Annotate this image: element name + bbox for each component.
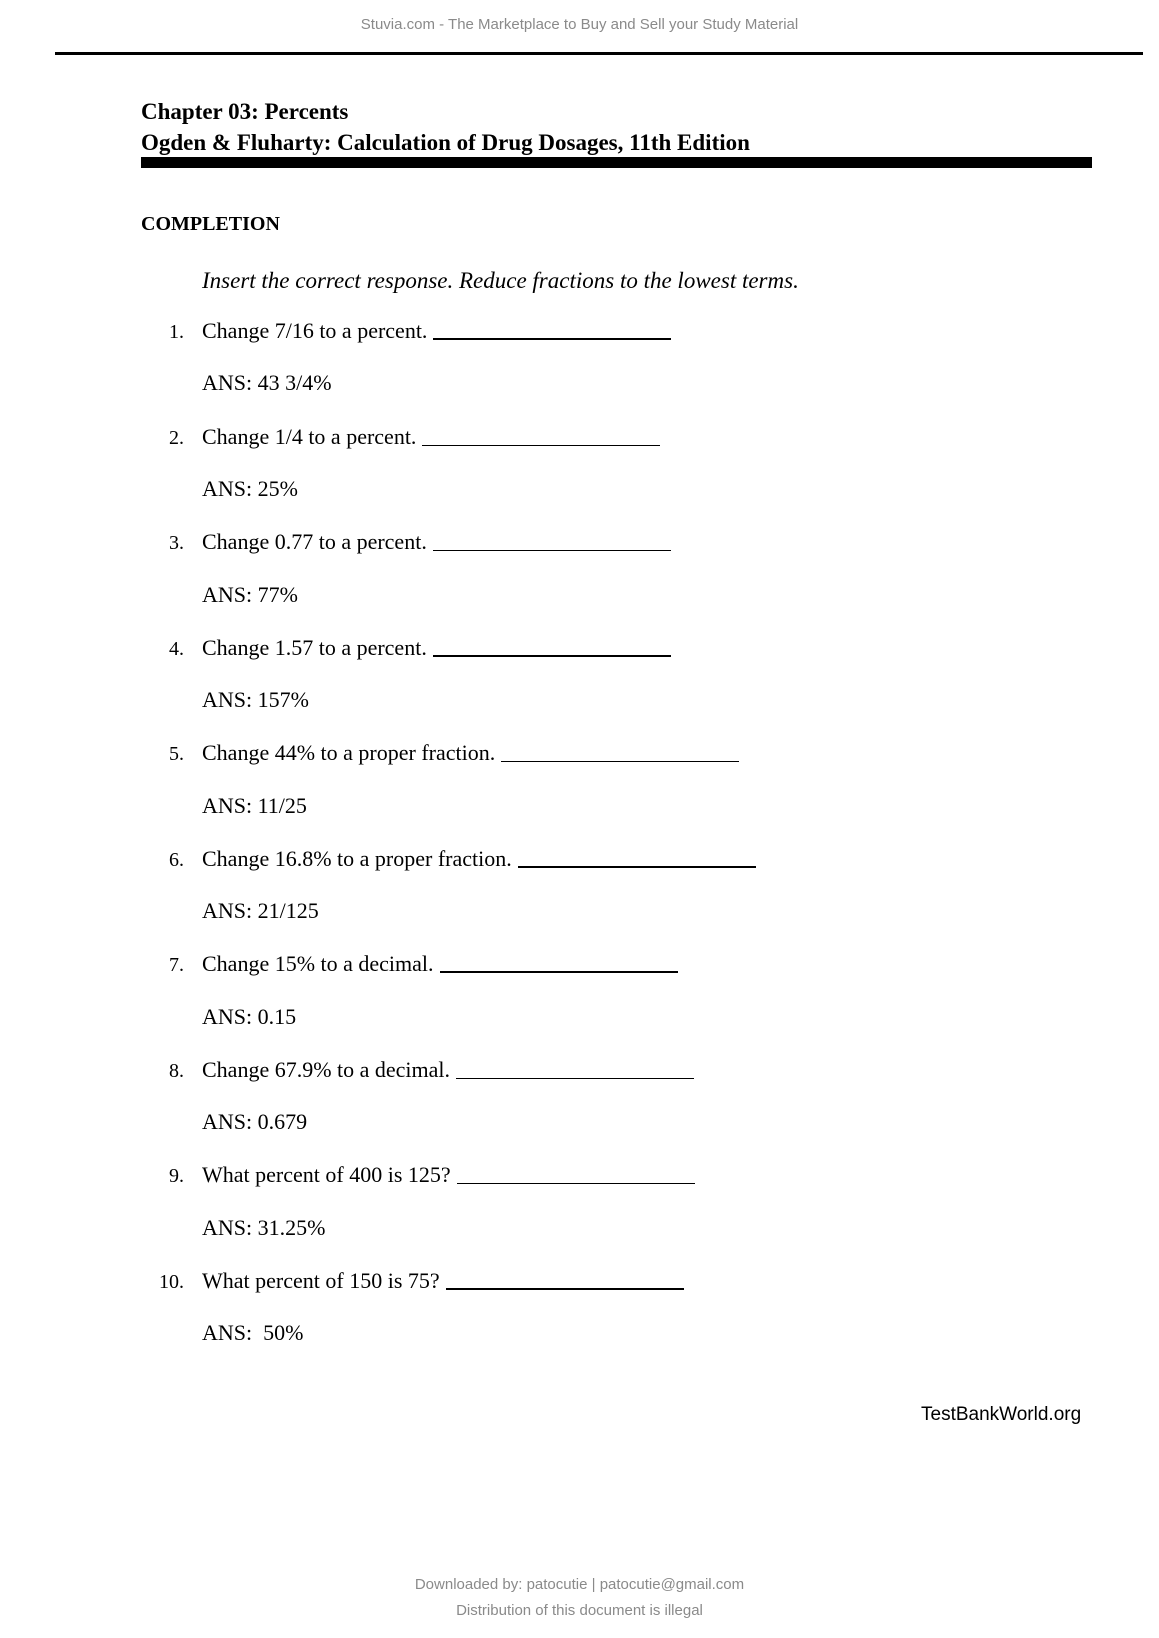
answer-blank — [457, 1182, 695, 1184]
question-item — [150, 1162, 695, 1192]
question-number: 3. — [169, 532, 184, 554]
answer-blank — [456, 1077, 694, 1079]
answer-text: ANS: 43 3/4% — [202, 370, 332, 395]
question-text: Change 7/16 to a percent. — [202, 318, 428, 343]
question-text: Change 44% to a proper fraction. — [202, 740, 496, 765]
question-text: Change 0.77 to a percent. — [202, 529, 427, 554]
header-rule — [55, 52, 1143, 55]
question-text: Change 1.57 to a percent. — [202, 635, 427, 660]
question-number: 4. — [169, 638, 184, 660]
question-item — [150, 951, 678, 981]
question-item — [150, 635, 671, 665]
question-text: What percent of 400 is 125? — [202, 1162, 451, 1187]
distribution-notice: Distribution of this document is illegal — [456, 1602, 703, 1619]
question-item — [150, 740, 739, 770]
book-title: Ogden & Fluharty: Calculation of Drug Dosages, 11th Edition — [141, 130, 750, 155]
answer-text: ANS: 50% — [202, 1320, 304, 1345]
answer-blank — [501, 760, 739, 762]
question-item — [150, 529, 671, 559]
question-number: 5. — [169, 743, 184, 765]
title-divider-bar — [141, 157, 1092, 168]
question-text: Change 15% to a decimal. — [202, 951, 434, 976]
question-text: What percent of 150 is 75? — [202, 1268, 440, 1293]
answer-text: ANS: 0.15 — [202, 1004, 297, 1029]
answer-text: ANS: 157% — [202, 687, 309, 712]
question-text: Change 16.8% to a proper fraction. — [202, 846, 512, 871]
answer-blank — [422, 444, 660, 446]
footer-brand: TestBankWorld.org — [921, 1404, 1082, 1425]
section-heading: COMPLETION — [141, 213, 280, 235]
answer-blank — [446, 1287, 684, 1290]
answer-text: ANS: 21/125 — [202, 898, 319, 923]
answer-text: ANS: 11/25 — [202, 793, 307, 818]
answer-blank — [433, 654, 671, 657]
answer-blank — [433, 549, 671, 551]
question-number: 6. — [169, 849, 184, 871]
answer-text: ANS: 0.679 — [202, 1109, 308, 1134]
question-number: 10. — [159, 1271, 184, 1293]
answer-text: ANS: 77% — [202, 582, 298, 607]
answer-text: ANS: 25% — [202, 476, 298, 501]
answer-blank — [433, 337, 671, 340]
question-item — [150, 1268, 684, 1298]
question-number: 2. — [169, 427, 184, 449]
question-item — [150, 846, 756, 876]
question-number: 9. — [169, 1165, 184, 1187]
question-text: Change 1/4 to a percent. — [202, 424, 417, 449]
answer-blank — [440, 970, 678, 973]
question-item — [150, 318, 671, 348]
question-text: Change 67.9% to a decimal. — [202, 1057, 451, 1082]
site-watermark: Stuvia.com - The Marketplace to Buy and Sell your Study Material — [360, 16, 799, 33]
question-number: 1. — [169, 321, 184, 343]
answer-blank — [518, 865, 756, 868]
answer-text: ANS: 31.25% — [202, 1215, 326, 1240]
instructions: Insert the correct response. Reduce fractions to the lowest terms. — [202, 268, 799, 293]
question-number: 7. — [169, 954, 184, 976]
document-title — [141, 96, 750, 158]
question-item — [150, 424, 660, 454]
question-item — [150, 1057, 694, 1087]
downloaded-by-notice: Downloaded by: patocutie | patocutie@gmail.com — [414, 1576, 745, 1593]
question-number: 8. — [169, 1060, 184, 1082]
chapter-title: Chapter 03: Percents — [141, 99, 349, 124]
